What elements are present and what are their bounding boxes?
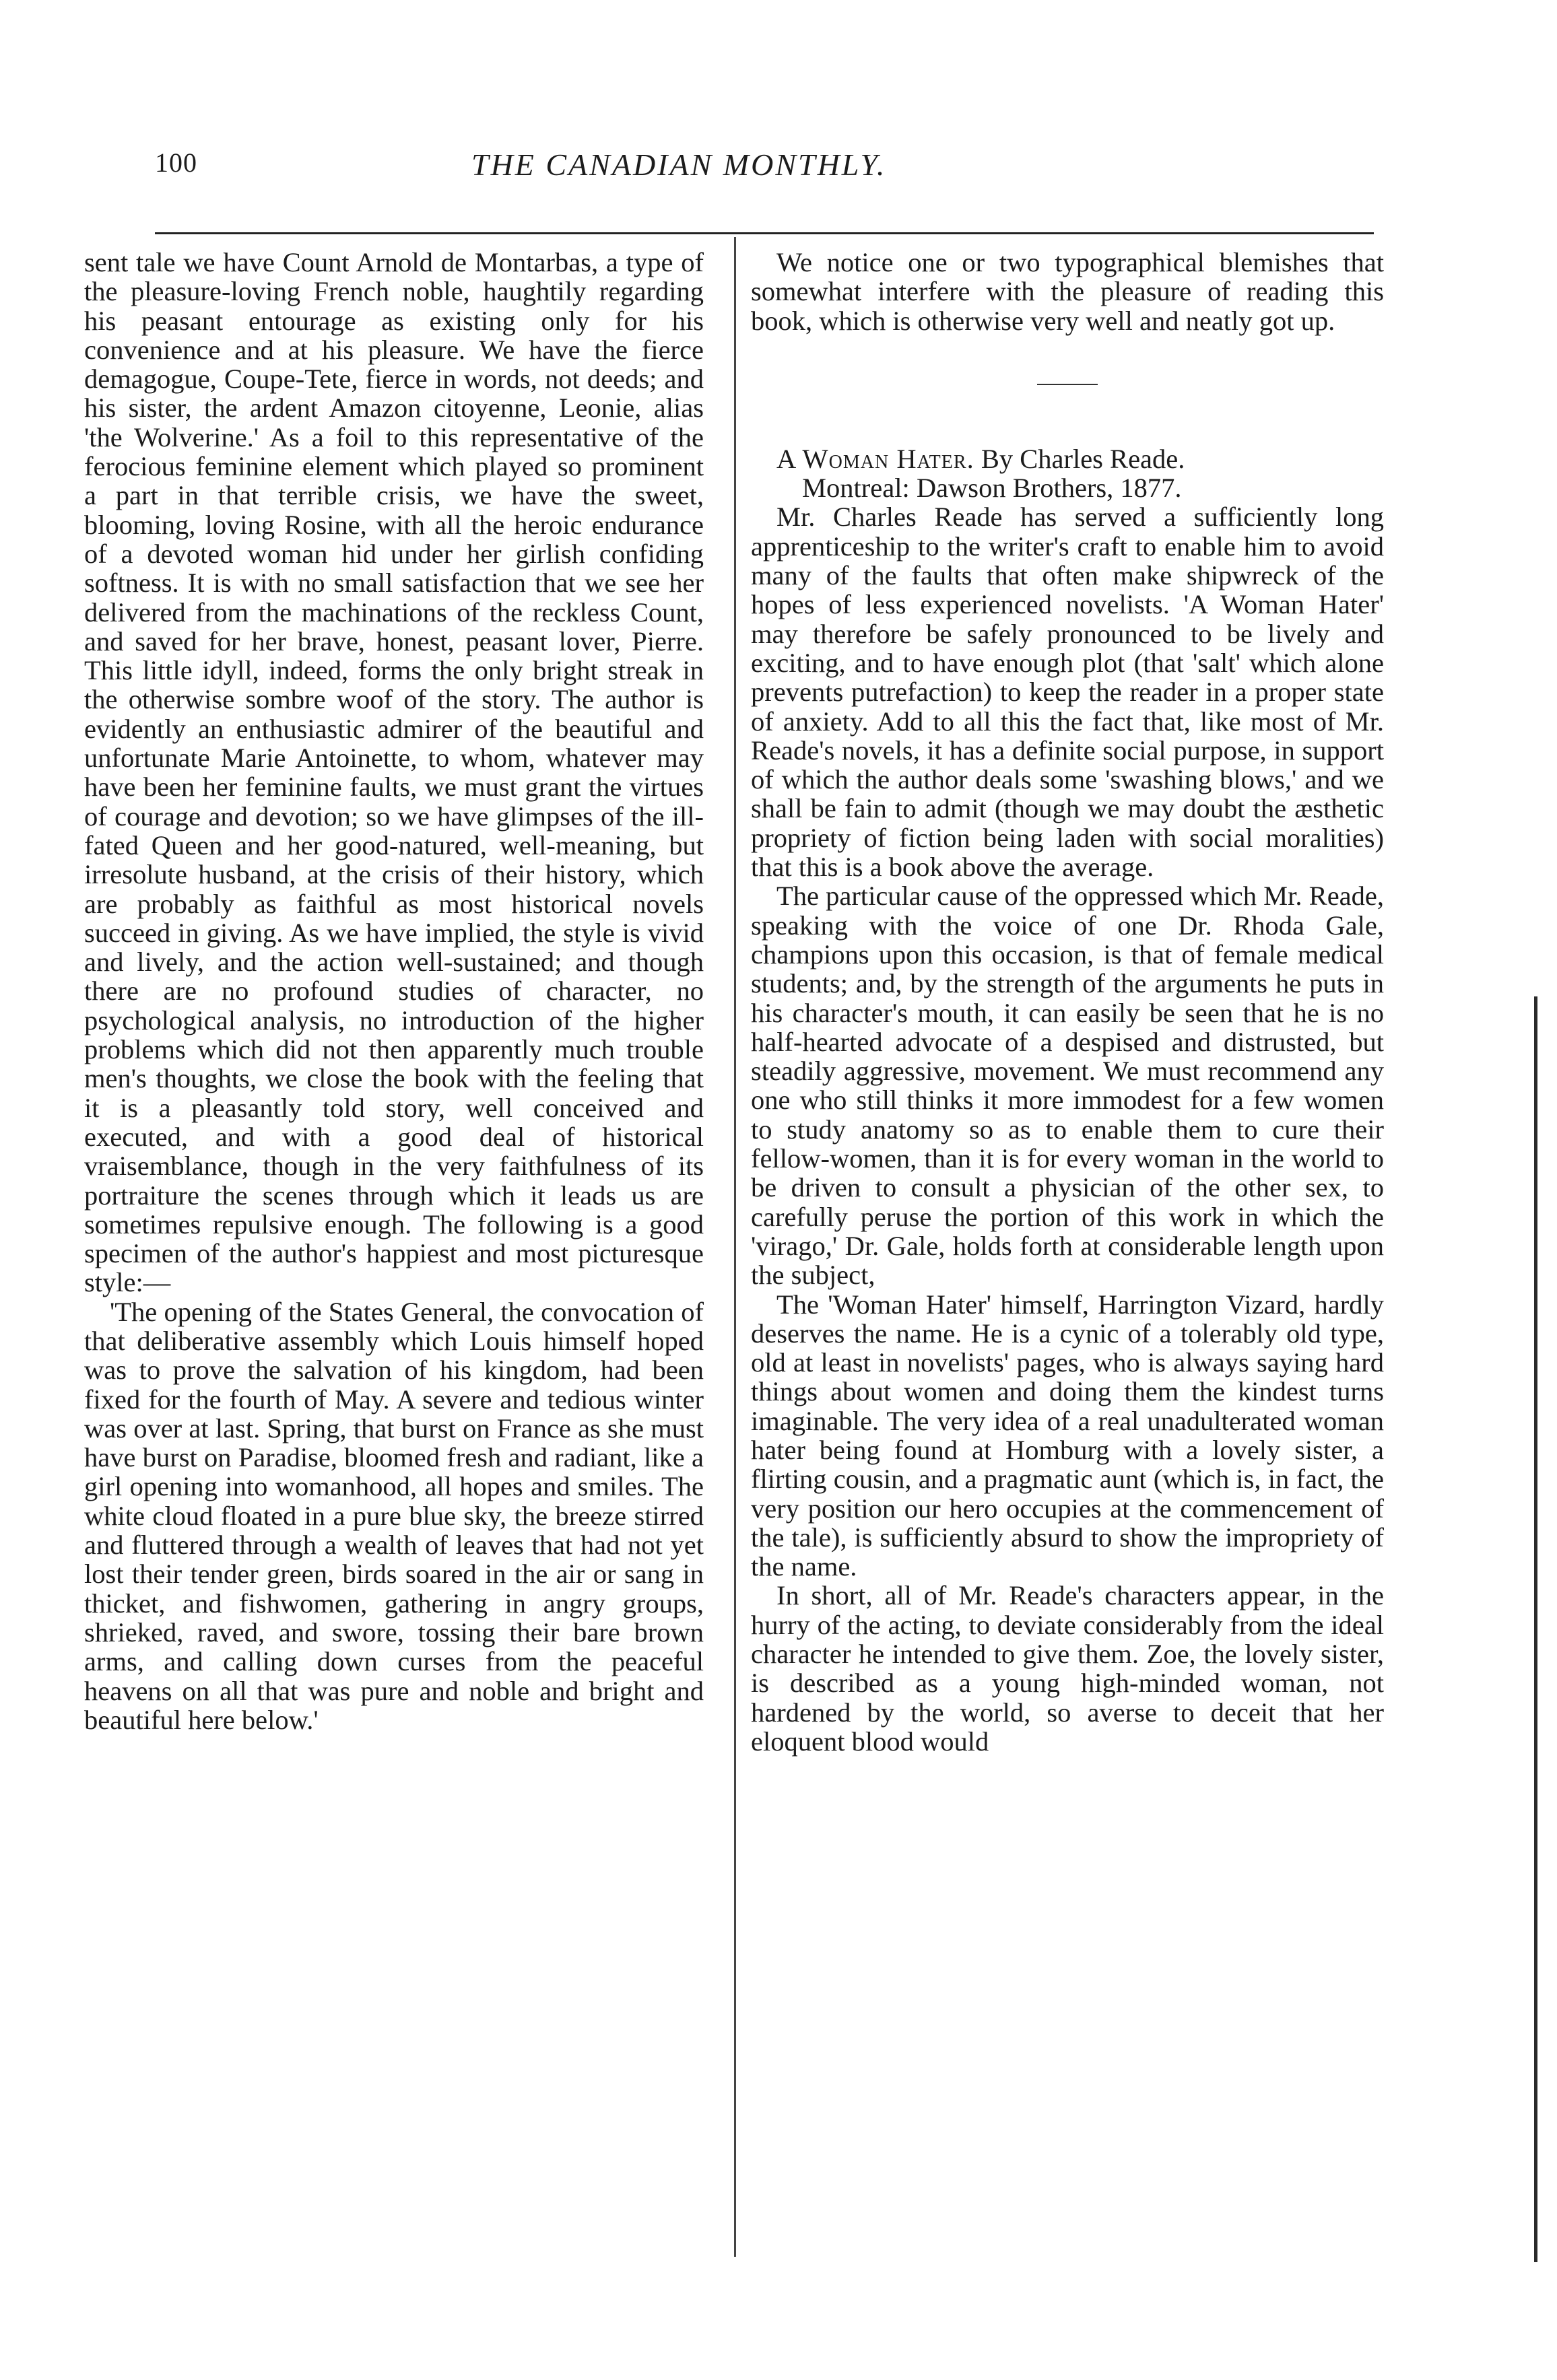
column-divider (734, 237, 736, 2257)
right-paragraph-4: In short, all of Mr. Reade's characters appear, in the hurry of the acting, to deviate considerably from the ideal character he intended to give them. Zoe, the lovely sister, is described as a young high-minded woman, not hardened by the world, so averse to deceit that her eloquent blood would (751, 1580, 1384, 1757)
left-column (84, 248, 704, 1734)
right-column (751, 248, 1384, 1756)
running-title: THE CANADIAN MONTHLY. (471, 147, 887, 182)
right-paragraph-2: The particular cause of the oppressed which Mr. Reade, speaking with the voice of one Dr. Rhoda Gale, champions upon this occasion, is that of female medical students; and, by the strength of the arguments he puts in his character's mouth, it can easily be seen that he is no half-hearted advocate of a despised and distrusted, but steadily aggressive, movement. We must recommend any one who still thinks it more immodest for a few women to study anatomy so as to enable them to cure their fellow-women, than it is for every woman in the world to be driven to consult a physician of the other sex, to carefully peruse the portion of this work in which the 'virago,' Dr. Gale, holds forth at considerable length upon the subject, (751, 881, 1384, 1291)
page-edge-mark (1534, 996, 1537, 2262)
header-rule (155, 232, 1374, 234)
left-paragraph-quote: 'The opening of the States General, the convocation of that deliberative assembly which Louis himself hoped was to prove the salvation of his kingdom, had been fixed for the fourth of May. A severe and tedious winter was over at last. Spring, that burst on France as she must have burst on Paradise, bloomed fresh and radiant, like a girl opening into womanhood, all hopes and smiles. The white cloud floated in a pure blue sky, the breeze stirred and fluttered through a wealth of leaves that had not yet lost their tender green, birds soared in the air or sang in thicket, and fishwomen, gathering in angry groups, shrieked, raved, and swore, tossing their bare brown arms, and calling down curses from the peaceful heavens on all that was pure and noble and bright and beautiful here below.' (84, 1296, 704, 1735)
left-paragraph-1: sent tale we have Count Arnold de Montarbas, a type of the pleasure-loving French noble, haughtily regarding his peasant entourage as existing only for his convenience and at his pleasure. We have the fierce demagogue, Coupe-Tete, fierce in words, not deeds; and his sister, the ardent Amazon citoyenne, Leonie, alias 'the Wolverine.' As a foil to this representative of the ferocious feminine element which played so prominent a part in that terrible crisis, we have the sweet, blooming, loving Rosine, with all the heroic endurance of a devoted woman hid under her girlish confiding softness. It is with no small satisfaction that we see her delivered from the machinations of the reckless Count, and saved for her brave, honest, peasant lover, Pierre. This little idyll, indeed, forms the only bright streak in the otherwise sombre woof of the story. The author is evidently an enthusiastic admirer of the beautiful and unfortunate Marie Antoinette, to whom, whatever may have been her feminine faults, we must grant the virtues of courage and devotion; so we have glimpses of the ill-fated Queen and her good-natured, well-meaning, but irresolute husband, at the crisis of their history, which are probably as faithful as most historical novels succeed in giving. As we have implied, the style is vivid and lively, and the action well-sustained; and though there are no profound studies of character, no psychological analysis, no introduction of the higher problems which did not then apparently much trouble men's thoughts, we close the book with the feeling that it is a pleasantly told story, well conceived and executed, and with a good deal of historical vraisemblance, though in the very faithfulness of its portraiture the scenes through which it leads us are sometimes repulsive enough. The following is a good specimen of the author's happiest and most picturesque style:— (84, 247, 704, 1298)
right-intro-paragraph: We notice one or two typographical blemishes that somewhat interfere with the pleasure of reading this book, which is otherwise very well and neatly got up. (751, 247, 1384, 336)
page-header (155, 147, 1374, 201)
section-separator (1037, 384, 1098, 385)
review-book-imprint: Montreal: Dawson Brothers, 1877. (802, 473, 1182, 504)
page-number: 100 (155, 147, 197, 178)
review-book-author: By Charles Reade. (981, 443, 1185, 474)
right-paragraph-1: Mr. Charles Reade has served a sufficiently long apprenticeship to the writer's craft to enable him to avoid many of the faults that often make shipwreck of the hopes of less experienced novelists. 'A Woman Hater' may therefore be safely pronounced to be lively and exciting, and to have enough plot (that 'salt' which alone prevents putrefaction) to keep the reader in a proper state of anxiety. Add to all this the fact that, like most of Mr. Reade's novels, it has a definite social purpose, in support of which the author deals some 'swashing blows,' and we shall be fain to admit (though we may doubt the æsthetic propriety of fiction being laden with social moralities) that this is a book above the average. (751, 502, 1384, 883)
review-book-title: A Woman Hater. (776, 443, 974, 474)
review-heading (751, 444, 1384, 503)
right-paragraph-3: The 'Woman Hater' himself, Harrington Vizard, hardly deserves the name. He is a cynic of a tolerably old type, old at least in novelists' pages, who is always saying hard things about women and doing them the kindest turns imaginable. The very idea of a real unadulterated woman hater being found at Homburg with a lovely sister, a flirting cousin, and a pragmatic aunt (which is, in fact, the very position our hero occupies at the commencement of the tale), is sufficiently absurd to show the impropriety of the name. (751, 1289, 1384, 1582)
